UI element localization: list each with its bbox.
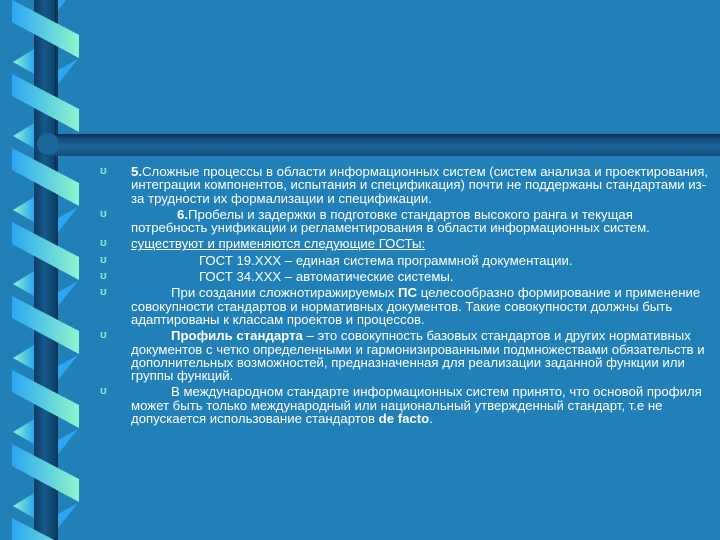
list-item: ʊ ГОСТ 19.XXX – единая система программной документации. [100,252,573,268]
bullet-icon: ʊ [100,165,107,177]
bullet-icon: ʊ [100,253,107,266]
bullet-icon: ʊ [100,385,107,398]
bullet-icon: ʊ [100,270,107,283]
bullet-icon: ʊ [100,207,107,220]
list-item: ʊ В международном стандарте информационных систем принято, что основой профиля может быть только международный или национальный утвержденный стандарт, т.е не допускается использование стандартов de facto. [100,384,702,427]
bullet-icon: ʊ [100,237,107,250]
horizontal-bar [44,134,720,156]
bullet-icon: ʊ [100,286,107,299]
list-item: ʊ Профиль стандарта – это совокупность базовых стандартов и других нормативных документов с четко определенными и гармонизированными подмножествами обязательств и дополнительных возможностей, предназначенная для реализации заданной функции или группы функций. [100,328,705,384]
list-item: ʊ существуют и применяются следующие ГОСТы: [100,236,426,252]
twisted-ribbon-icon [0,0,80,540]
list-item: ʊ ГОСТ 34.XXX – автоматические системы. [100,269,454,285]
list-item: ʊ 5.Сложные процессы в области информационных систем (систем анализа и проектирования, интеграции компонентов, испытания и спецификация) почти не поддержаны стандартами из-за трудности их формализации и спецификации. [100,164,709,206]
list-item: ʊ При создании сложнотиражируемых ПС целесообразно формирование и применение совокупности стандартов и нормативных документов. Такие совокупности должны быть адаптированы к классам проектов и процессов. [100,285,701,327]
ribbon-decoration [0,0,80,540]
slide-content [100,165,710,428]
list-item: ʊ 6.Пробелы и задержки в подготовке стандартов высокого ранга и текущая потребность унификации и регламентирования в области информационных систем. [100,206,650,236]
bar-joint [37,133,59,155]
bullet-icon: ʊ [100,329,107,342]
